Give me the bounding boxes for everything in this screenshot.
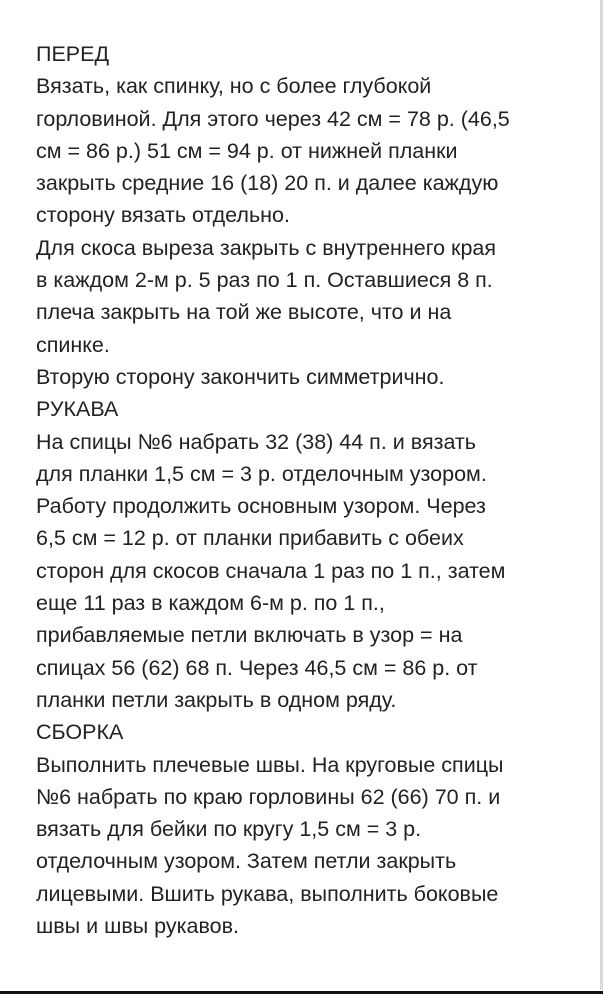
- heading-assembly: СБОРКА: [36, 720, 124, 745]
- document-text: [36, 38, 576, 942]
- text-line: в каждом 2-м р. 5 раз по 1 п. Оставшиеся 8 п.: [36, 268, 493, 293]
- text-line: прибавляемые петли включать в узор = на: [36, 623, 463, 648]
- text-line: Выполнить плечевые швы. На круговые спицы: [36, 752, 504, 777]
- text-line: швы и швы рукавов.: [36, 914, 240, 939]
- text-line: плеча закрыть на той же высоте, что и на: [36, 300, 452, 325]
- text-line: Вязать, как спинку, но с более глубокой: [36, 74, 432, 99]
- text-line: см = 86 р.) 51 см = 94 р. от нижней планки: [36, 138, 458, 163]
- text-line: спицах 56 (62) 68 п. Через 46,5 см = 86 р. от: [36, 655, 478, 680]
- heading-front: ПЕРЕД: [36, 42, 110, 66]
- text-line: планки петли закрыть в одном ряду.: [36, 687, 397, 712]
- text-line: №6 набрать по краю горловины 62 (66) 70 п. и: [36, 784, 501, 809]
- text-line: отделочным узором. Затем петли закрыть: [36, 849, 457, 874]
- top-margin: [0, 0, 603, 12]
- text-line: вязать для бейки по кругу 1,5 см = 3 р.: [36, 817, 422, 842]
- text-line: Вторую сторону закончить симметрично.: [36, 364, 445, 389]
- bottom-divider: [0, 991, 603, 1008]
- text-line: еще 11 раз в каждом 6-м р. по 1 п.,: [36, 591, 385, 616]
- text-line: горловиной. Для этого через 42 см = 78 р. (46,5: [36, 106, 510, 131]
- text-line: Для скоса выреза закрыть с внутреннего края: [36, 235, 497, 260]
- text-line: спинке.: [36, 332, 110, 357]
- text-line: 6,5 см = 12 р. от планки прибавить с обеих: [36, 526, 464, 551]
- text-line: сторон для скосов сначала 1 раз по 1 п., затем: [36, 558, 506, 583]
- heading-sleeves: РУКАВА: [36, 397, 119, 422]
- text-line: лицевыми. Вшить рукава, выполнить боковые: [36, 881, 499, 906]
- text-line: На спицы №6 набрать 32 (38) 44 п. и вязать: [36, 429, 476, 454]
- text-line: для планки 1,5 см = 3 р. отделочным узором.: [36, 461, 487, 486]
- text-line: закрыть средние 16 (18) 20 п. и далее каждую: [36, 171, 499, 196]
- text-line: сторону вязать отдельно.: [36, 203, 290, 228]
- text-line: Работу продолжить основным узором. Через: [36, 494, 486, 519]
